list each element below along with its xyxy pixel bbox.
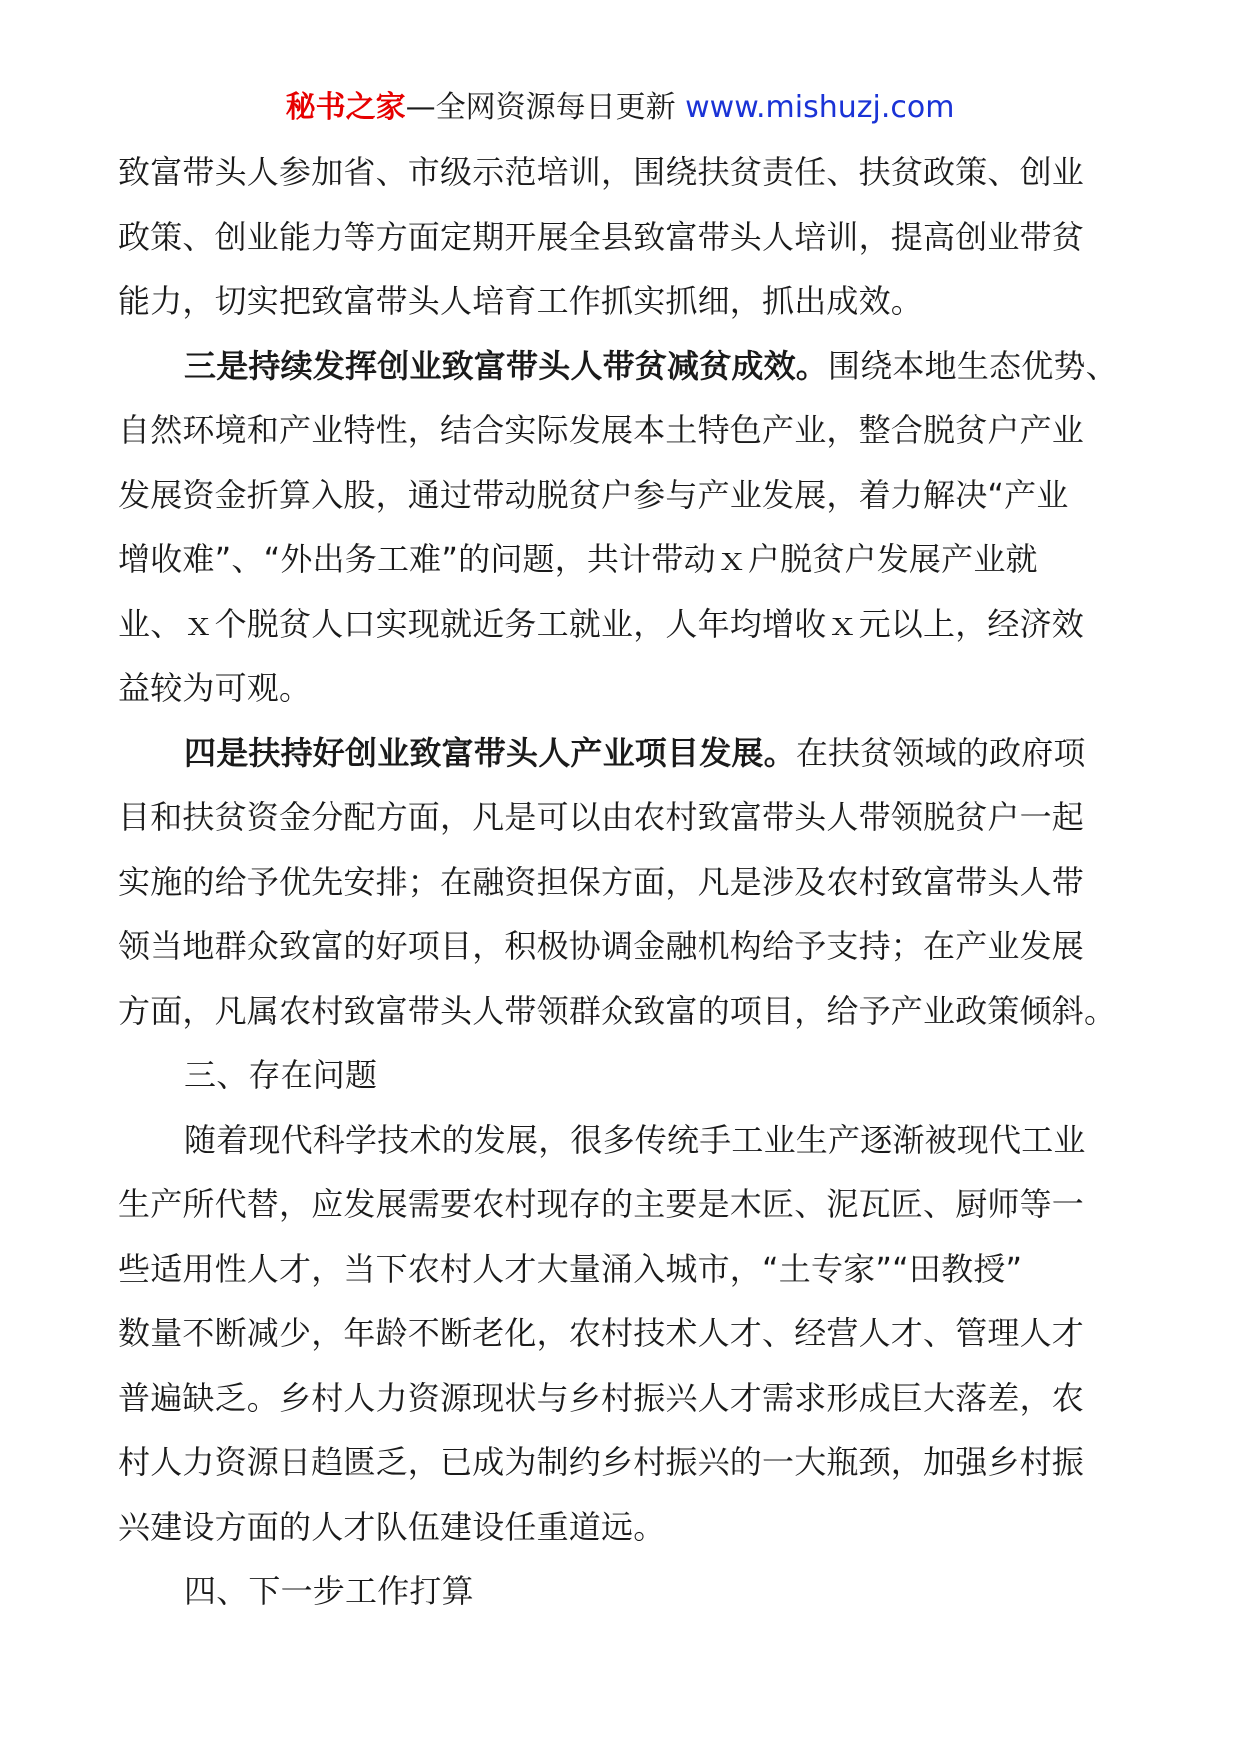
paragraph-line	[118, 334, 1140, 399]
line-text: 在扶贫领域的政府项	[795, 733, 1086, 772]
line-text: 政策、创业能力等方面定期开展全县致富带头人培训，提高创业带贫	[118, 217, 1085, 256]
paragraph-line	[118, 205, 1140, 270]
page-header	[0, 86, 1240, 130]
paragraph-line	[118, 1237, 1140, 1302]
paragraph-line	[118, 1430, 1140, 1495]
paragraph-line	[118, 140, 1140, 205]
line-text: 数量不断减少，年龄不断老化，农村技术人才、经营人才、管理人才	[118, 1314, 1085, 1352]
paragraph-line	[118, 592, 1140, 657]
line-text: 致富带头人参加省、市级示范培训，围绕扶贫责任、扶贫政策、创业	[118, 153, 1085, 191]
line-text: 兴建设方面的人才队伍建设任重道远。	[118, 1507, 666, 1546]
paragraph-line	[118, 1366, 1140, 1431]
line-text: 益较为可观。	[118, 669, 312, 707]
line-text: 发展资金折算入股，通过带动脱贫户参与产业发展，着力解决“产业	[118, 475, 1069, 514]
paragraph-line	[118, 914, 1140, 979]
line-text: 方面，凡属农村致富带头人带领群众致富的项目，给予产业政策倾斜。	[118, 991, 1117, 1030]
line-text: 三、存在问题	[184, 1056, 378, 1094]
line-text: 普遍缺乏。乡村人力资源现状与乡村振兴人才需求形成巨大落差，农	[118, 1378, 1085, 1417]
line-text: 业、ｘ个脱贫人口实现就近务工就业，人年均增收ｘ元以上，经济效	[118, 604, 1085, 643]
paragraph-line	[118, 1108, 1140, 1173]
paragraph-line	[118, 979, 1140, 1044]
line-text: 能力，切实把致富带头人培育工作抓实抓细，抓出成效。	[118, 282, 924, 320]
paragraph-line	[118, 721, 1140, 786]
paragraph-line	[118, 785, 1140, 850]
paragraph-line	[118, 398, 1140, 463]
line-text: 村人力资源日趋匮乏，已成为制约乡村振兴的一大瓶颈，加强乡村振	[118, 1443, 1085, 1481]
line-text: 目和扶贫资金分配方面，凡是可以由农村致富带头人带领脱贫户一起	[118, 798, 1085, 836]
line-text: 领当地群众致富的好项目，积极协调金融机构给予支持；在产业发展	[118, 927, 1085, 965]
paragraph-line	[118, 463, 1140, 528]
line-text: 些适用性人才，当下农村人才大量涌入城市，“土专家”“田教授”	[118, 1249, 1023, 1288]
section-heading	[118, 1559, 1140, 1624]
paragraph-line	[118, 1172, 1140, 1237]
paragraph-line	[118, 269, 1140, 334]
header-tagline: —全网资源每日更新	[405, 90, 676, 125]
brand-name: 秘书之家	[285, 90, 406, 125]
line-text: 实施的给予优先安排；在融资担保方面，凡是涉及农村致富带头人带	[118, 862, 1085, 901]
paragraph-line	[118, 850, 1140, 915]
paragraph-line	[118, 527, 1140, 592]
site-url-link[interactable]: www.mishuzj.com	[685, 90, 955, 125]
line-text: 随着现代科学技术的发展，很多传统手工业生产逐渐被现代工业	[184, 1120, 1086, 1159]
paragraph-line	[118, 1301, 1140, 1366]
paragraph-line	[118, 656, 1140, 721]
line-text: 生产所代替，应发展需要农村现存的主要是木匠、泥瓦匠、厨师等一	[118, 1185, 1085, 1223]
paragraph-heading-bold: 四是扶持好创业致富带头人产业项目发展。	[184, 733, 796, 772]
line-text: 增收难”、“外出务工难”的问题，共计带动ｘ户脱贫户发展产业就	[118, 540, 1038, 578]
document-body	[118, 140, 1140, 1624]
paragraph-heading-bold: 三是持续发挥创业致富带头人带贫减贫成效。	[184, 346, 829, 385]
line-text: 自然环境和产业特性，结合实际发展本土特色产业，整合脱贫户产业	[118, 411, 1085, 449]
line-text: 围绕本地生态优势、	[828, 346, 1118, 385]
section-heading	[118, 1043, 1140, 1108]
line-text: 四、下一步工作打算	[184, 1572, 474, 1610]
paragraph-line	[118, 1495, 1140, 1560]
